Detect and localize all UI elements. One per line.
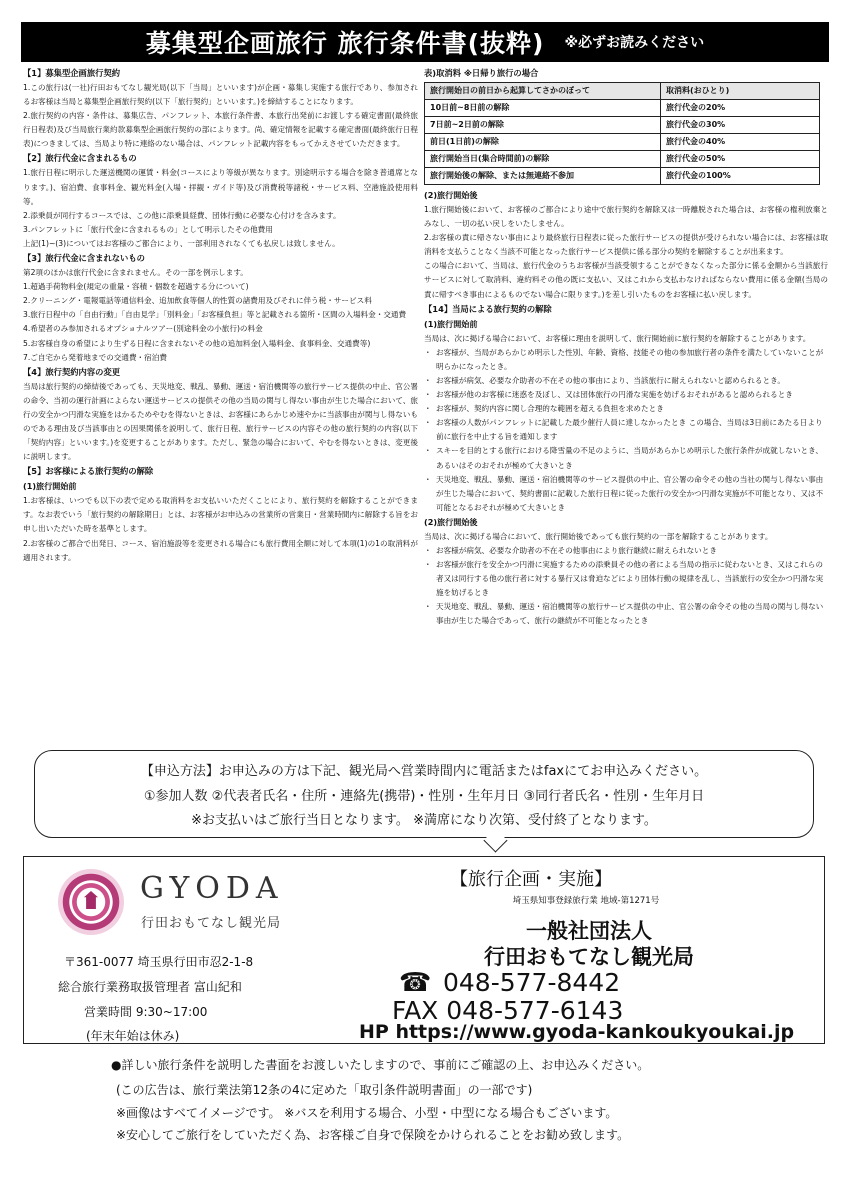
section-3-item-3: 3.旅行日程中の「自由行動」「自由見学」「別料金」「お客様負担」等と記載される箇所・区間の入場料金・交通費 <box>23 310 407 320</box>
fee-header-amount: 取消料(おひとり) <box>661 83 820 100</box>
section-14-subheading-before: (1)旅行開始前 <box>424 318 478 329</box>
section-14-list-before <box>424 346 828 515</box>
section-3-intro: 第2項のほかは旅行代金に含まれません。その一部を例示します。 <box>23 268 248 278</box>
table-row <box>425 151 820 168</box>
section-2-para-2: 2.添乗員が同行するコースでは、この他に添乗員経費、団体行動に必要な心付けを含みます。 <box>23 210 341 220</box>
right-column <box>424 66 828 629</box>
business-hours: 営業時間 9:30~17:00 <box>84 1005 208 1019</box>
list-item: ・ 天災地変、戦乱、暴動、運送・宿泊機関等の旅行サービス提供の中止、官公署の命令その他の当局の関与し得ない事由が生じた場合であって、旅行の継続が不可能となったとき <box>424 600 828 628</box>
telephone <box>399 968 620 998</box>
fee-period-cell: 前日(1日前)の解除 <box>425 134 661 151</box>
section-5-subheading-before: (1)旅行開始前 <box>23 481 77 492</box>
contact-box <box>23 856 825 1044</box>
cancellation-fee-table <box>424 82 820 185</box>
section-2-para-1: 1.旅行日程に明示した運送機関の運賃・料金(コースにより等級が異なります。別途明示する場合を除き普通席となります。)、宿泊費、食事料金、観光料金(入場・拝観・ガイド等)及び消費税等諸税・サービス料、空港施設使用料等。 <box>23 168 418 206</box>
section-2-para-4: 上記(1)~(3)についてはお客様のご都合により、一部利用されなくても払戻しは致しません。 <box>23 238 340 248</box>
cancellation-fee-caption: 表)取消料 ※日帰り旅行の場合 <box>424 68 539 78</box>
section-3-item-2: 2.クリーニング・電報電話等通信料金、追加飲食等個人的性質の諸費用及びそれに伴う税・サービス料 <box>23 296 372 306</box>
table-row <box>425 117 820 134</box>
section-2-para-3: 3.パンフレットに「旅行代金に含まれるもの」として明示したその他費用 <box>23 224 273 234</box>
section-4-para: 当局は旅行契約の締結後であっても、天災地変、戦乱、暴動、運送・宿泊機関等の旅行サービス提供の中止、官公署の命令、当初の運行計画によらない運送サービスの提供その他の当局の関与し得ない事由が生じた場合において、旅行の安全かつ円滑な実施をはかるためやむを得ないときは、お客様にあらかじめ速やかに当該事由が関与し得ないものである理由及び当該事由との因果関係を説明して、旅行日程、旅行サービスの内容その他の旅行契約の内容(以下「契約内容」といいます。)を変更することがあります。ただし、緊急の場合において、やむを得ないときは、変更後に説明します。 <box>23 381 418 462</box>
section-3-item-5: 5.お客様自身の希望により生ずる日程に含まれないその他の追加料金(入場料金、食事料金、交通費等) <box>23 338 371 348</box>
payment-note: ※お支払いはご旅行当日となります。 ※満席になり次第、受付終了となります。 <box>191 813 657 828</box>
section-3-heading: 【3】旅行代金に含まれないもの <box>23 253 145 264</box>
footer-note-4: ※安心してご旅行をしていただく為、お客様ご自身で保険をかけられることをお勧め致します。 <box>116 1128 630 1142</box>
application-callout <box>34 750 814 838</box>
section-1-para-1: 1.この旅行は(一社)行田おもてなし観光局(以下「当局」といいます)が企画・募集し実施する旅行であり、参加されるお客様は当局と募集型企画旅行契約(以下「旅行契約」といいます。)を締結することになります。 <box>23 83 418 107</box>
section-4-heading: 【4】旅行契約内容の変更 <box>23 366 121 377</box>
section-5b-para-3: この場合において、当局は、旅行代金のうちお客様が当該受領することができなくなった部分に係る金額から当該旅行サービスに対して取消料、違約料その他の既に支払い、又はこれから支払わなければならない費用に係る金額(当局の責に帰すべき事由によるものでない場合に限ります。)を差し引いたものをお客様に払い戻します。 <box>424 261 828 299</box>
corporation-name: 行田おもてなし観光局 <box>484 945 694 969</box>
list-item: ・ お客様が、当局があらかじめ明示した性別、年齢、資格、技能その他の参加旅行者の条件を満たしていないことが明らかになったとき。 <box>424 346 828 374</box>
fax-number: FAX 048-577-6143 <box>392 996 624 1025</box>
list-item: ・ お客様が病気、必要な介助者の不在その他の事由により、当該旅行に耐えられないと認められるとき。 <box>424 374 828 388</box>
fee-period-cell: 7日前~2日前の解除 <box>425 117 661 134</box>
footer-note-3: ※画像はすべてイメージです。 ※バスを利用する場合、小型・中型になる場合もございます。 <box>116 1106 618 1120</box>
address: 〒361-0077 埼玉県行田市忍2-1-8 <box>64 955 254 969</box>
fee-period-cell: 10日前~8日前の解除 <box>425 100 661 117</box>
fee-amount-cell: 旅行代金の30% <box>661 117 820 134</box>
list-item: ・ お客様が他のお客様に迷惑を及ぼし、又は団体旅行の円滑な実施を妨げるおそれがあると認められるとき <box>424 388 828 402</box>
homepage-link[interactable]: HP https://www.gyoda-kankoukyoukai.jp <box>359 1021 795 1043</box>
table-row <box>425 168 820 185</box>
fee-amount-cell: 旅行代金の50% <box>661 151 820 168</box>
footer-note-1: ●詳しい旅行条件を説明した書面をお渡しいたしますので、事前にご確認の上、お申込みください。 <box>111 1058 650 1072</box>
fee-amount-cell: 旅行代金の100% <box>661 168 820 185</box>
must-read-note: ※必ずお読みください <box>564 35 705 51</box>
table-row <box>425 100 820 117</box>
section-1-para-2: 2.旅行契約の内容・条件は、募集広告、パンフレット、本旅行条件書、本旅行出発前にお渡しする確定書面(最終旅行日程表)及び当局旅行業約款募集型企画旅行契約の部によります。尚、確定情報を記載する確定書面(最終旅行日程表)につきましては、当局より特に連絡のない場合は、パンフレット記載内容をもってかえさせていただきます。 <box>23 111 418 149</box>
section-5b-para-2: 2.お客様の責に帰さない事由により最終旅行日程表に従った旅行サービスの提供が受けられない場合には、お客様は取消料を支払うことなく当該不可能となった旅行サービス提供に係る部分の契約を解除することが出来ます。 <box>424 233 828 257</box>
fee-header-period: 旅行開始日の前日から起算してさかのぼって <box>425 83 661 100</box>
telephone-number[interactable]: 048-577-8442 <box>443 968 621 997</box>
table-row <box>425 134 820 151</box>
section-14-heading: 【14】当局による旅行契約の解除 <box>424 303 552 314</box>
fee-period-cell: 旅行開始後の解除、または無連絡不参加 <box>425 168 661 185</box>
fee-amount-cell: 旅行代金の40% <box>661 134 820 151</box>
list-item: ・ お客様が、契約内容に関し合理的な範囲を超える負担を求めたとき <box>424 402 828 416</box>
fee-period-cell: 旅行開始当日(集合時間前)の解除 <box>425 151 661 168</box>
gyoda-emblem-icon <box>58 869 124 935</box>
section-14-list-after <box>424 544 828 629</box>
fee-amount-cell: 旅行代金の20% <box>661 100 820 117</box>
title-banner <box>21 22 829 62</box>
required-info: ①参加人数 ②代表者氏名・住所・連絡先(携帯)・性別・生年月日 ③同行者氏名・性別・生年月日 <box>143 789 705 804</box>
section-5-heading: 【5】お客様による旅行契約の解除 <box>23 466 154 477</box>
section-5b-para-1: 1.旅行開始後において、お客様のご都合により途中で旅行契約を解除又は一時離脱された場合は、お客様の権利放棄とみなし、一切の払い戻しをいたしません。 <box>424 205 828 229</box>
section-1-heading: 【1】募集型企画旅行契約 <box>23 68 121 78</box>
section-3-item-4: 4.希望者のみ参加されるオプショナルツアー(別途料金の小旅行)の料金 <box>23 324 263 334</box>
section-5-subheading-after: (2)旅行開始後 <box>424 190 478 200</box>
list-item: ・ スキーを目的とする旅行における降雪量の不足のように、当局があらかじめ明示した旅行条件が成就しないとき、あるいはそのおそれが極めて大きいとき <box>424 444 828 472</box>
logo-subtitle: 行田おもてなし観光局 <box>141 916 282 931</box>
telephone-icon: ☎ <box>399 968 432 998</box>
section-14-subheading-after: (2)旅行開始後 <box>424 516 478 527</box>
left-column <box>23 66 418 565</box>
list-item: ・ お客様が旅行を安全かつ円滑に実施するための添乗員その他の者による当局の指示に従わないとき、又はこれらの者又は同行する他の旅行者に対する暴行又は脅迫などにより団体行動の規律を乱し、当該旅行の安全かつ円滑な実施を妨げるとき <box>424 558 828 600</box>
section-14-para-2: 当局は、次に掲げる場合において、旅行開始後であっても旅行契約の一部を解除することがあります。 <box>424 531 773 541</box>
section-5-para-1: 1.お客様は、いつでも以下の表で定める取消料をお支払いいただくことにより、旅行契約を解除することができます。なお表でいう「旅行契約の解除期日」とは、お客様がお申込みの営業所の営業日・営業時間内に解除する旨をお申し出いただいた時を基準とします。 <box>23 496 418 534</box>
section-3-item-1: 1.超過手荷物料金(規定の重量・容積・個数を超過する分について) <box>23 282 249 292</box>
travel-manager: 総合旅行業務取扱管理者 富山紀和 <box>58 980 242 994</box>
corporation-type: 一般社団法人 <box>526 919 652 943</box>
section-14-para-1: 当局は、次に掲げる場合において、お客様に理由を説明して、旅行開始前に旅行契約を解除することがあります。 <box>424 333 811 343</box>
holiday-note: (年末年始は休み) <box>86 1029 180 1043</box>
list-item: ・ お客様の人数がパンフレットに記載した最少催行人員に達しなかったとき この場合、当局は3日前にあたる日より前に旅行を中止する旨を通知します <box>424 416 828 444</box>
section-2-heading: 【2】旅行代金に含まれるもの <box>23 153 137 164</box>
registration-number: 埼玉県知事登録旅行業 地域-第1271号 <box>512 896 660 906</box>
section-3-item-7: 7.ご自宅から発着地までの交通費・宿泊費 <box>23 352 167 362</box>
page-title: 募集型企画旅行 旅行条件書(抜粋) <box>145 29 545 58</box>
section-5-para-2: 2.お客様のご都合で出発日、コース、宿泊施設等を変更される場合にも旅行費用全額に対して本項(1)の1の取消料が適用されます。 <box>23 538 418 562</box>
application-method: 【申込方法】お申込みの方は下記、観光局へ営業時間内に電話またはfaxにてお申込みください。 <box>140 764 708 779</box>
fee-table-header-row <box>425 83 820 100</box>
organizer-label: 【旅行企画・実施】 <box>450 869 612 890</box>
list-item: ・ お客様が病気、必要な介助者の不在その他事由により旅行継続に耐えられないとき <box>424 544 828 558</box>
footer-note-2: (この広告は、旅行業法第12条の4に定めた「取引条件説明書面」の一部です) <box>116 1083 533 1097</box>
list-item: ・ 天災地変、戦乱、暴動、運送・宿泊機関等のサービス提供の中止、官公署の命令その他の当社の関与し得ない事由が生じた場合において、契約書面に記載した旅行日程に従った旅行の安全かつ円滑な実施が不可能となり、又は不可能となるおそれが極めて大きいとき <box>424 473 828 515</box>
logo-wordmark: GYODA <box>140 871 284 906</box>
